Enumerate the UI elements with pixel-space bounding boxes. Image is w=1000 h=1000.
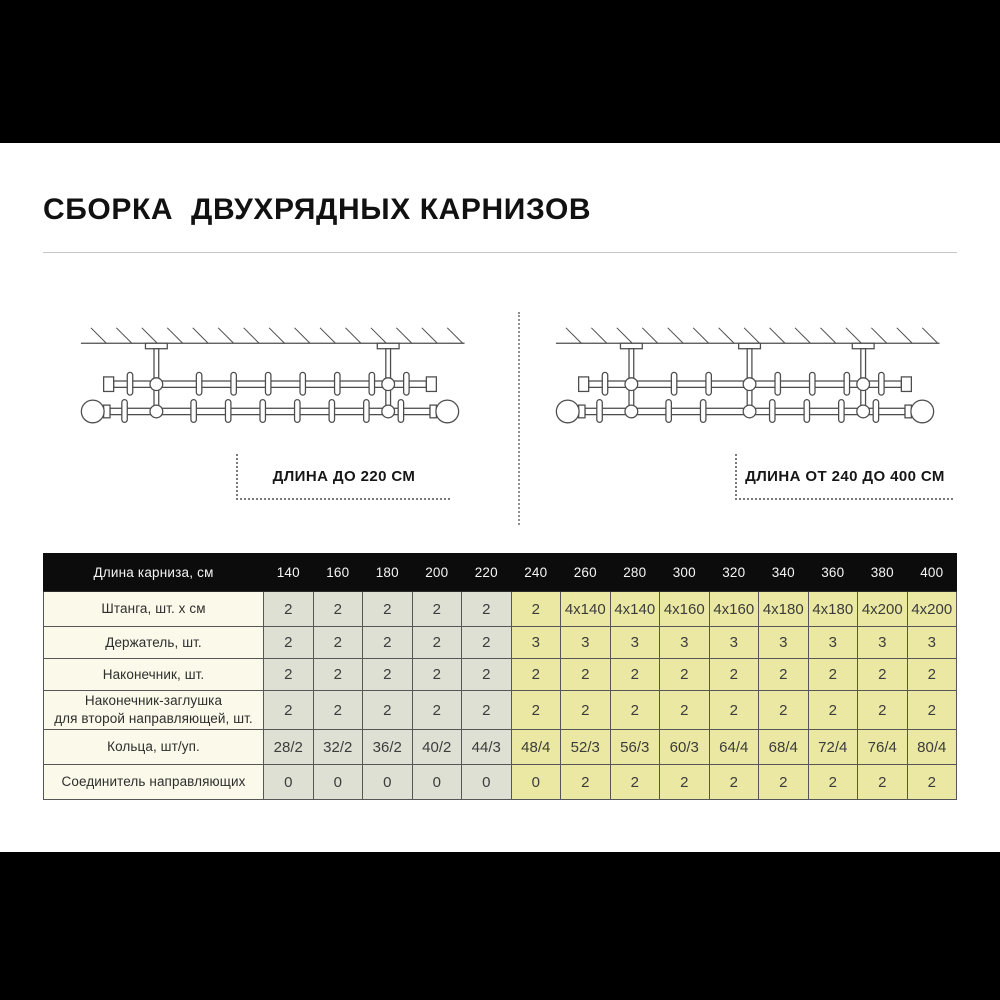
ceiling-hatch	[820, 328, 835, 343]
ring	[300, 372, 305, 395]
cell: 2	[808, 765, 858, 800]
cell: 2	[462, 627, 512, 659]
ceiling-hatch	[566, 328, 581, 343]
finial-ball-right	[436, 400, 459, 423]
ring	[329, 400, 334, 423]
cell: 3	[511, 627, 561, 659]
cell: 64/4	[709, 730, 759, 765]
bracket-plate	[620, 343, 642, 348]
row-label-text: Наконечник-заглушка	[84, 693, 223, 709]
cornice-diagram-long	[545, 316, 945, 436]
length-label-short-text: ДЛИНА ДО 220 СМ	[272, 467, 416, 485]
cell: 56/3	[610, 730, 660, 765]
cell: 2	[759, 765, 809, 800]
cell: 3	[709, 627, 759, 659]
cell: 4x140	[610, 592, 660, 627]
column-header-280: 280	[610, 554, 660, 592]
ring	[398, 400, 403, 423]
ceiling-hatch	[642, 328, 657, 343]
finial-ball-left	[556, 400, 579, 423]
ring	[873, 400, 878, 423]
ceiling-hatch	[668, 328, 683, 343]
ring	[700, 400, 705, 423]
finial-ball-left	[81, 400, 104, 423]
table-row	[44, 730, 957, 765]
cell: 80/4	[907, 730, 957, 765]
ceiling-hatch	[295, 328, 310, 343]
cell: 4x140	[561, 592, 611, 627]
column-header-320: 320	[709, 554, 759, 592]
cell: 2	[610, 691, 660, 730]
row-label-text: Штанга, шт. х см	[101, 601, 206, 617]
cell: 2	[412, 691, 462, 730]
cell: 2	[561, 659, 611, 691]
length-label-long-text: ДЛИНА ОТ 240 ДО 400 СМ	[745, 467, 945, 485]
holder	[382, 405, 395, 418]
ring	[265, 372, 270, 395]
cell: 2	[511, 592, 561, 627]
cell: 4x160	[660, 592, 710, 627]
cell: 0	[412, 765, 462, 800]
cell: 4x180	[808, 592, 858, 627]
ceiling-hatch	[591, 328, 606, 343]
column-header-240: 240	[511, 554, 561, 592]
cell: 2	[759, 691, 809, 730]
ceiling-hatch	[116, 328, 131, 343]
ceiling-hatch	[320, 328, 335, 343]
cell: 60/3	[660, 730, 710, 765]
cell: 2	[709, 691, 759, 730]
cell: 2	[561, 691, 611, 730]
ceiling-hatch	[91, 328, 106, 343]
cell: 2	[907, 691, 957, 730]
page-title: СБОРКА ДВУХРЯДНЫХ КАРНИЗОВ	[43, 193, 592, 226]
ring	[122, 400, 127, 423]
ceiling-hatch	[897, 328, 912, 343]
ring	[231, 372, 236, 395]
holder	[150, 378, 163, 391]
column-header-260: 260	[561, 554, 611, 592]
holder	[625, 378, 638, 391]
length-label-short	[236, 454, 450, 500]
cell: 2	[808, 659, 858, 691]
header-label: Длина карниза, см	[44, 554, 264, 592]
row-label-text: Наконечник, шт.	[102, 666, 205, 682]
row-label-text-line2: для второй направляющей, шт.	[54, 711, 253, 726]
ring	[602, 372, 607, 395]
top-rod-endcap-left	[579, 377, 589, 392]
ring	[335, 372, 340, 395]
ring	[225, 400, 230, 423]
cell: 2	[907, 659, 957, 691]
cell: 2	[462, 691, 512, 730]
holder	[857, 378, 870, 391]
ceiling-hatch	[422, 328, 437, 343]
ceiling-hatch	[345, 328, 360, 343]
column-header-200: 200	[412, 554, 462, 592]
ceiling-hatch	[142, 328, 157, 343]
ceiling-hatch	[193, 328, 208, 343]
cell: 4x200	[907, 592, 957, 627]
cell: 2	[363, 691, 413, 730]
cell: 2	[412, 592, 462, 627]
cell: 2	[363, 659, 413, 691]
cell: 2	[462, 659, 512, 691]
ceiling-hatch	[846, 328, 861, 343]
column-header-360: 360	[808, 554, 858, 592]
cell: 0	[462, 765, 512, 800]
cell: 2	[709, 659, 759, 691]
column-header-380: 380	[858, 554, 908, 592]
ring	[295, 400, 300, 423]
cell: 2	[660, 765, 710, 800]
ceiling-hatch	[218, 328, 233, 343]
cell: 2	[313, 592, 363, 627]
cell: 44/3	[462, 730, 512, 765]
bracket-plate	[145, 343, 167, 348]
cell: 2	[412, 659, 462, 691]
table-row	[44, 691, 957, 730]
cell: 3	[907, 627, 957, 659]
column-header-220: 220	[462, 554, 512, 592]
ring	[706, 372, 711, 395]
cell: 3	[610, 627, 660, 659]
row-label	[44, 627, 264, 659]
title-divider	[43, 252, 957, 253]
cell: 0	[511, 765, 561, 800]
cell: 3	[561, 627, 611, 659]
cell: 2	[610, 659, 660, 691]
ring	[839, 400, 844, 423]
cell: 2	[264, 691, 314, 730]
cell: 2	[511, 659, 561, 691]
cell: 2	[264, 627, 314, 659]
bottom-black-bar	[0, 852, 1000, 1000]
diagram-separator-dotted-line	[518, 312, 520, 525]
cell: 2	[660, 691, 710, 730]
top-rod-endcap-left	[104, 377, 114, 392]
row-label-text: Соединитель направляющих	[61, 774, 246, 790]
ceiling-hatch	[617, 328, 632, 343]
holder	[150, 405, 163, 418]
ring	[666, 400, 671, 423]
cell: 3	[759, 627, 809, 659]
cell: 0	[313, 765, 363, 800]
column-header-180: 180	[363, 554, 413, 592]
ring	[127, 372, 132, 395]
cell: 2	[264, 659, 314, 691]
parts-spec-table	[43, 553, 957, 800]
row-label	[44, 592, 264, 627]
ceiling-hatch	[396, 328, 411, 343]
cell: 28/2	[264, 730, 314, 765]
holder	[625, 405, 638, 418]
table-row	[44, 659, 957, 691]
cell: 2	[313, 659, 363, 691]
cell: 2	[808, 691, 858, 730]
cell: 36/2	[363, 730, 413, 765]
cornice-diagram-short	[70, 316, 470, 436]
cell: 2	[709, 765, 759, 800]
ring	[597, 400, 602, 423]
ring	[260, 400, 265, 423]
row-label	[44, 765, 264, 800]
column-header-160: 160	[313, 554, 363, 592]
cell: 2	[313, 627, 363, 659]
row-label-text: Кольца, шт/уп.	[107, 739, 200, 755]
ring	[196, 372, 201, 395]
column-header-300: 300	[660, 554, 710, 592]
ring	[844, 372, 849, 395]
ring	[671, 372, 676, 395]
column-header-140: 140	[264, 554, 314, 592]
cell: 40/2	[412, 730, 462, 765]
top-black-bar	[0, 0, 1000, 143]
row-label	[44, 691, 264, 730]
table-row	[44, 765, 957, 800]
cell: 3	[808, 627, 858, 659]
ring	[775, 372, 780, 395]
cell: 2	[858, 765, 908, 800]
holder	[743, 405, 756, 418]
cell: 0	[363, 765, 413, 800]
ring	[364, 400, 369, 423]
cell: 2	[462, 592, 512, 627]
holder	[743, 378, 756, 391]
ceiling-hatch	[744, 328, 759, 343]
cell: 76/4	[858, 730, 908, 765]
top-rod-endcap-right	[426, 377, 436, 392]
cell: 2	[412, 627, 462, 659]
holder	[382, 378, 395, 391]
table-row	[44, 627, 957, 659]
cell: 2	[759, 659, 809, 691]
holder	[857, 405, 870, 418]
cell: 4x200	[858, 592, 908, 627]
cell: 3	[660, 627, 710, 659]
cell: 2	[858, 691, 908, 730]
cell: 3	[858, 627, 908, 659]
finial-ball-right	[911, 400, 934, 423]
table-header-row	[44, 554, 957, 592]
table-row	[44, 592, 957, 627]
cell: 4x160	[709, 592, 759, 627]
top-rod-endcap-right	[901, 377, 911, 392]
cell: 2	[610, 765, 660, 800]
ceiling-hatch	[269, 328, 284, 343]
ring	[191, 400, 196, 423]
cell: 2	[264, 592, 314, 627]
cell: 0	[264, 765, 314, 800]
ring	[879, 372, 884, 395]
ceiling-hatch	[167, 328, 182, 343]
ceiling-hatch	[244, 328, 259, 343]
cell: 2	[561, 765, 611, 800]
cell: 2	[511, 691, 561, 730]
cell: 2	[660, 659, 710, 691]
ceiling-hatch	[770, 328, 785, 343]
ring	[804, 400, 809, 423]
column-header-400: 400	[907, 554, 957, 592]
bracket-plate	[852, 343, 874, 348]
row-label	[44, 730, 264, 765]
length-label-long	[735, 454, 953, 500]
cell: 68/4	[759, 730, 809, 765]
cell: 48/4	[511, 730, 561, 765]
cell: 72/4	[808, 730, 858, 765]
row-label-text: Держатель, шт.	[105, 634, 202, 650]
ceiling-hatch	[447, 328, 462, 343]
row-label	[44, 659, 264, 691]
ceiling-hatch	[693, 328, 708, 343]
ring	[810, 372, 815, 395]
ceiling-hatch	[719, 328, 734, 343]
ring	[369, 372, 374, 395]
cell: 2	[363, 627, 413, 659]
bracket-plate	[377, 343, 399, 348]
cell: 2	[907, 765, 957, 800]
ceiling-hatch	[371, 328, 386, 343]
ceiling-hatch	[871, 328, 886, 343]
bracket-plate	[739, 343, 761, 348]
cell: 2	[363, 592, 413, 627]
ring	[770, 400, 775, 423]
column-header-340: 340	[759, 554, 809, 592]
ceiling-hatch	[922, 328, 937, 343]
cell: 2	[858, 659, 908, 691]
ring	[404, 372, 409, 395]
ceiling-hatch	[795, 328, 810, 343]
cell: 52/3	[561, 730, 611, 765]
cell: 4x180	[759, 592, 809, 627]
cell: 32/2	[313, 730, 363, 765]
cell: 2	[313, 691, 363, 730]
